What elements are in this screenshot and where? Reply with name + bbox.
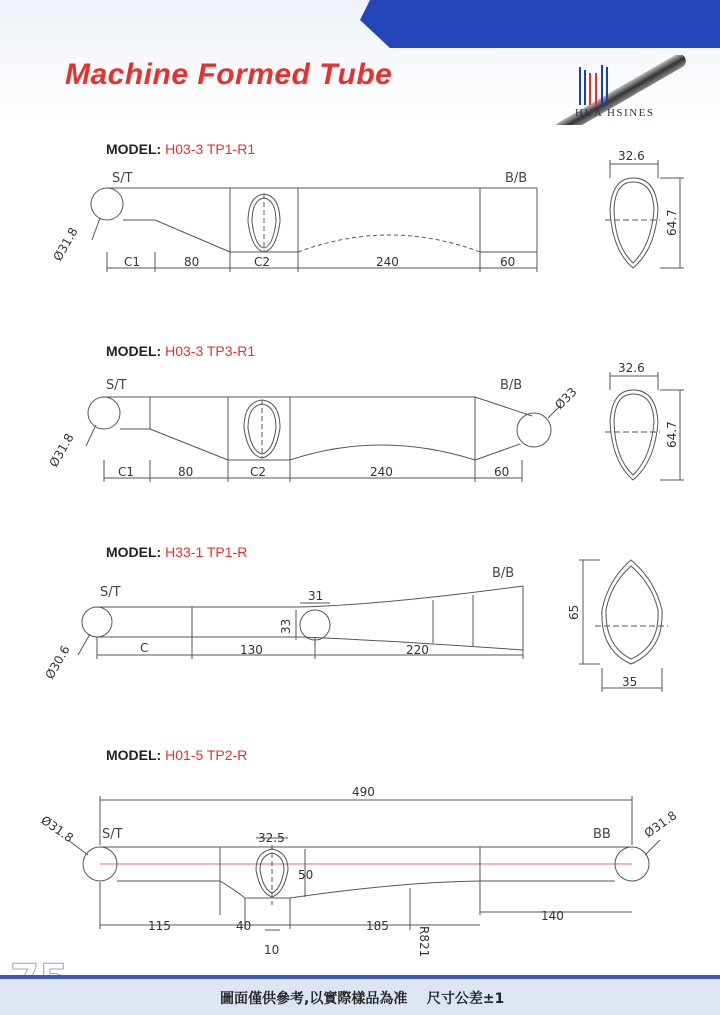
tube-drawing-4 (68, 796, 660, 930)
footer-note: 圖面僅供參考,以實際樣品為准 尺寸公差±1 (220, 991, 505, 1007)
dim-80-2: 80 (178, 465, 194, 479)
dim-185-4: 185 (366, 919, 389, 933)
section-width-4: 32.5 (258, 831, 285, 845)
end-label-3: B/B (492, 566, 515, 581)
section-width-1: 32.6 (618, 149, 645, 163)
footer-strip (0, 975, 720, 979)
model-code-3: H33-1 TP1-R (165, 544, 248, 560)
start-label-1: S/T (112, 171, 133, 186)
section-height-4: 50 (298, 868, 314, 882)
section-width-2: 32.6 (618, 361, 645, 375)
diameter-1: Ø31.8 (50, 225, 81, 264)
dim-220-3: 220 (406, 643, 429, 657)
diameter-right-4: Ø31.8 (641, 808, 680, 841)
model-code-4: H01-5 TP2-R (165, 747, 248, 763)
diameter-left-4: Ø31.8 (38, 812, 76, 846)
end-label-4: BB (593, 827, 611, 842)
diameter-3: Ø30.6 (42, 643, 73, 682)
dim-60-1: 60 (500, 255, 516, 269)
dim-c1-2: C1 (118, 465, 135, 479)
dim-10-4: 10 (264, 943, 280, 957)
start-label-3: S/T (100, 585, 121, 600)
end-label-2: B/B (500, 378, 523, 393)
page-title: Machine Formed Tube (65, 58, 393, 91)
section-height-1: 64.7 (665, 209, 679, 236)
mid-height-3: 33 (279, 618, 293, 634)
dim-115-4: 115 (148, 919, 171, 933)
overall-length-4: 490 (352, 785, 375, 799)
end-diameter-2: Ø33 (552, 384, 580, 413)
dim-c2-1: C2 (254, 255, 271, 269)
diameter-2: Ø31.8 (46, 431, 77, 470)
dim-60-2: 60 (494, 465, 510, 479)
model-prefix: MODEL: (106, 343, 162, 359)
dim-c-3: C (140, 641, 149, 655)
dim-80-1: 80 (184, 255, 200, 269)
dim-240-2: 240 (370, 465, 393, 479)
dim-140-4: 140 (541, 909, 564, 923)
model-code-1: H03-3 TP1-R1 (165, 141, 256, 157)
radius-4: R821 (417, 926, 431, 958)
dim-240-1: 240 (376, 255, 399, 269)
end-label-1: B/B (505, 171, 528, 186)
dim-c2-2: C2 (250, 465, 267, 479)
model-prefix: MODEL: (106, 544, 162, 560)
section-height-3: 65 (567, 604, 581, 620)
tube-drawing-3 (78, 560, 668, 692)
start-label-2: S/T (106, 378, 127, 393)
dim-c1-1: C1 (124, 255, 141, 269)
model-prefix: MODEL: (106, 747, 162, 763)
section-height-2: 64.7 (665, 421, 679, 448)
start-label-4: S/T (102, 827, 123, 842)
model-prefix: MODEL: (106, 141, 162, 157)
dim-40-4: 40 (236, 919, 252, 933)
dim-130-3: 130 (240, 643, 263, 657)
logo-text: HUA HSINES (575, 107, 655, 119)
mid-width-3: 31 (308, 589, 324, 603)
model-code-2: H03-3 TP3-R1 (165, 343, 256, 359)
section-width-3: 35 (622, 675, 638, 689)
